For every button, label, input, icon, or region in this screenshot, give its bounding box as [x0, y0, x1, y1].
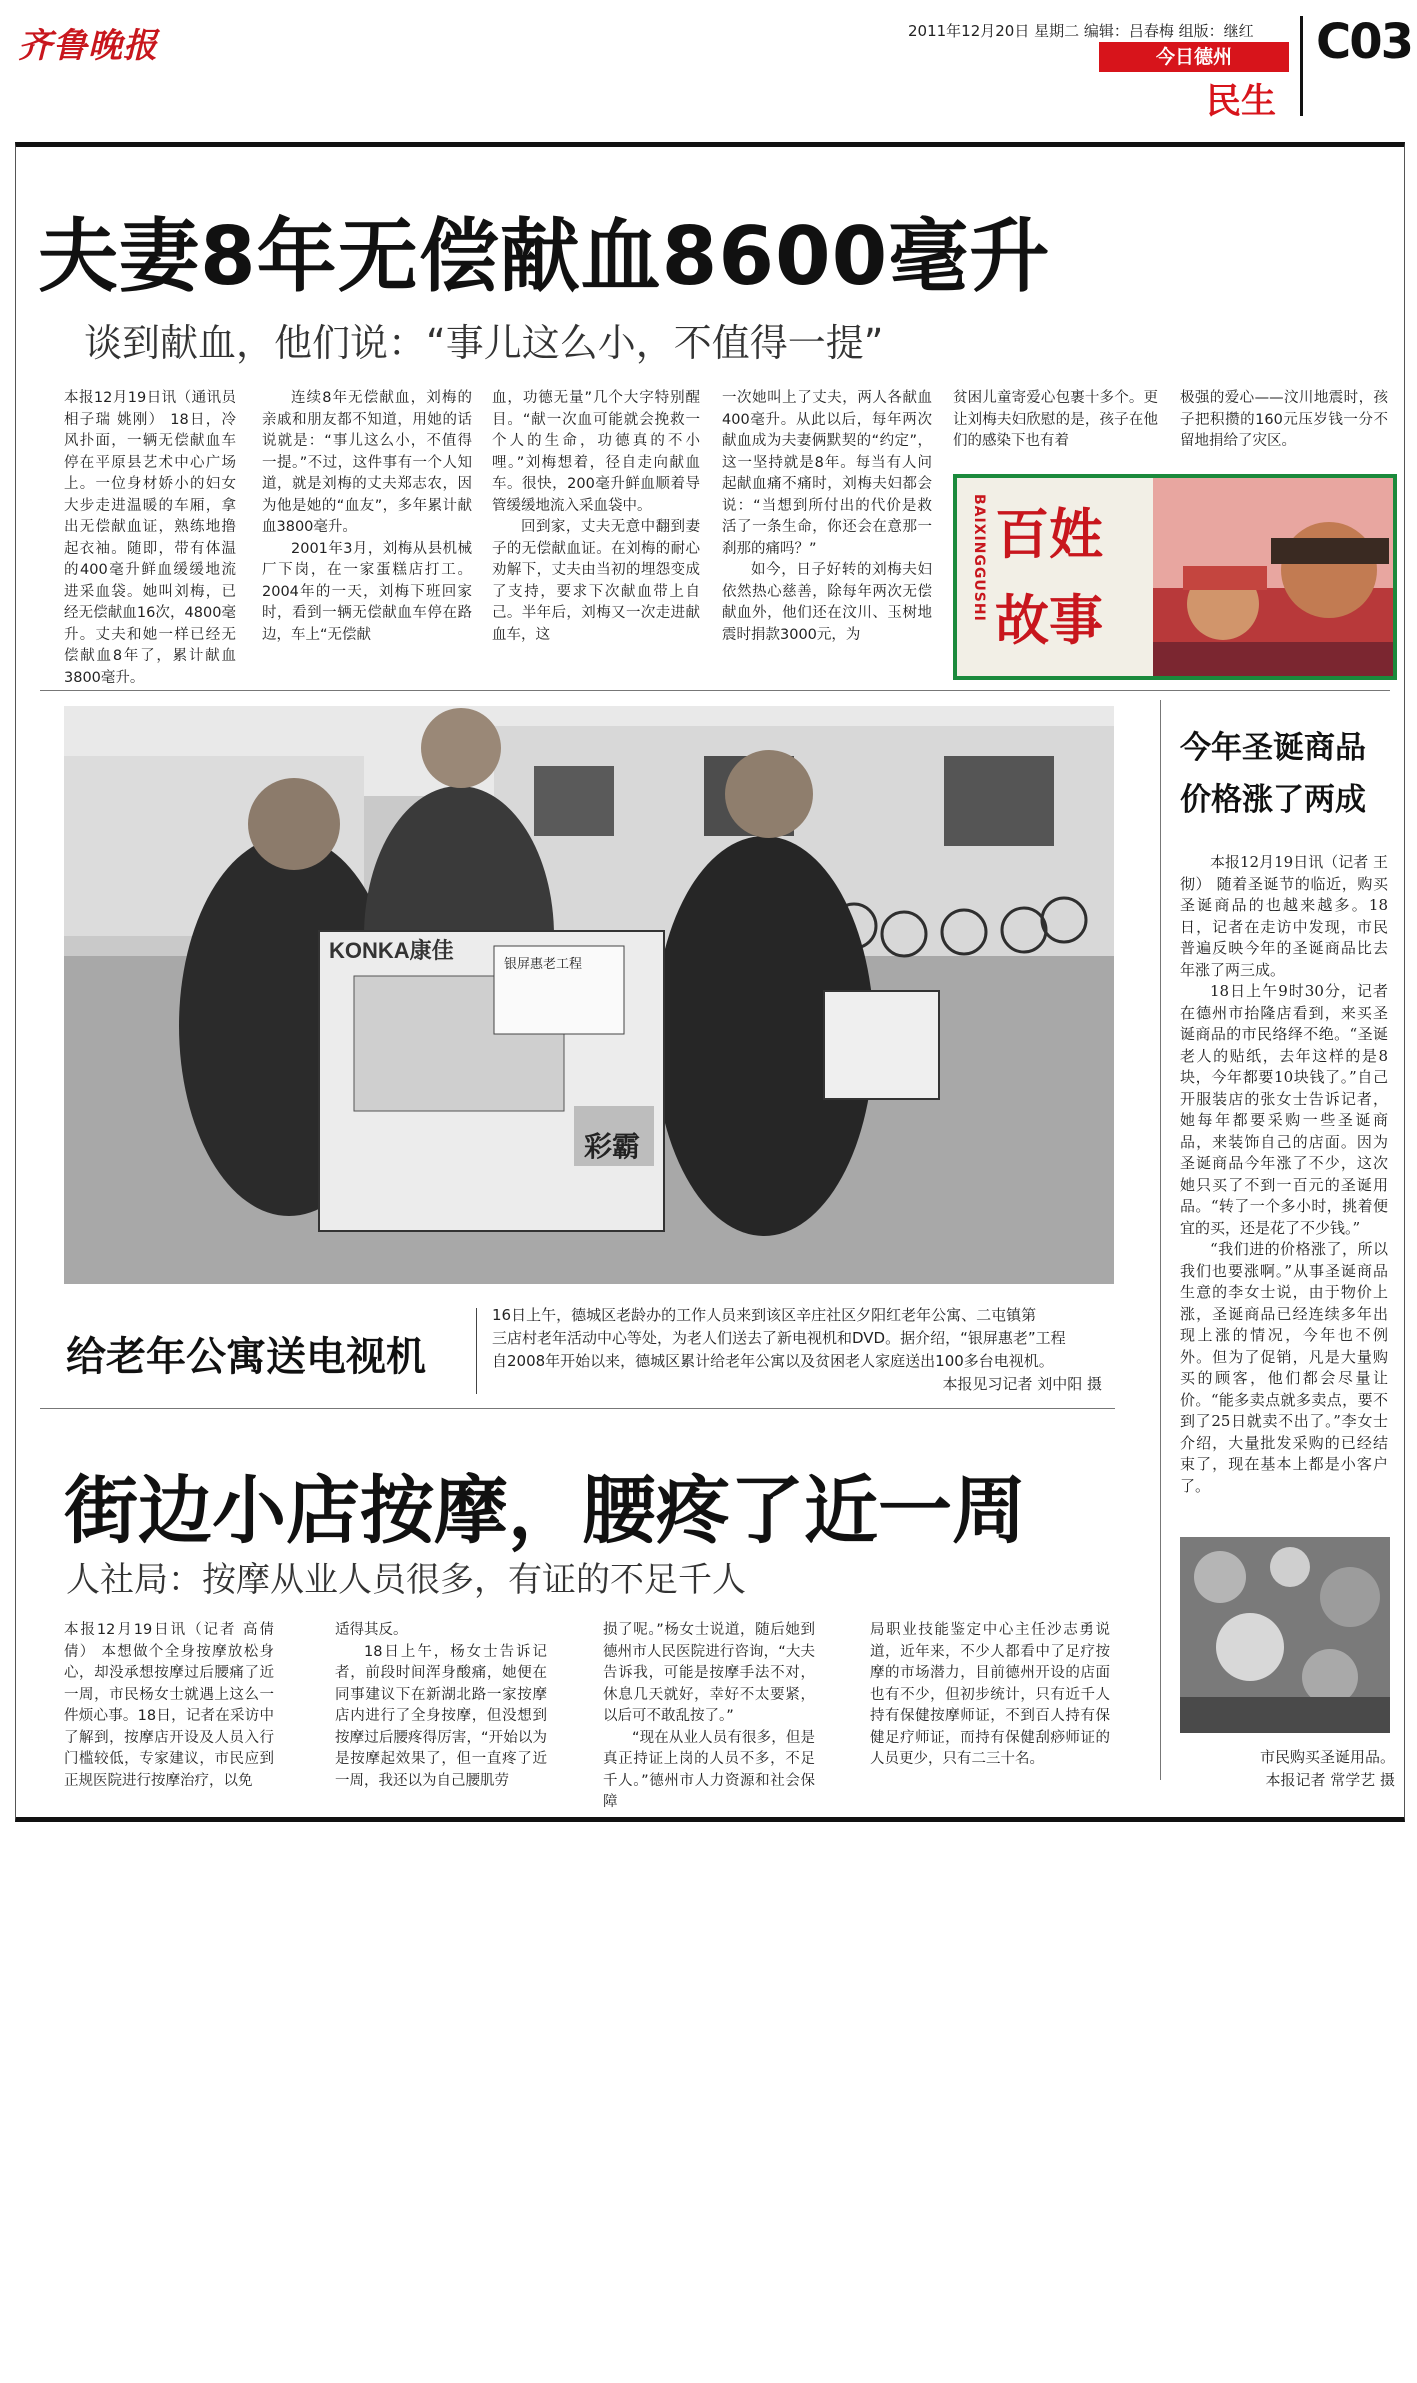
story2-column-2 — [335, 1620, 547, 1792]
paragraph: 连续8年无偿献血，刘梅的亲戚和朋友都不知道，用她的话说就是：“事儿这么小，不值得一提。”不过，这件事有一个人知道，就是刘梅的丈夫郑志农，因为他是她的“血友”，多年累计献血3800毫升。 — [262, 390, 472, 535]
sidebar-article — [1180, 852, 1388, 1497]
paragraph: 回到家，丈夫无意中翻到妻子的无偿献血证。在刘梅的耐心劝解下，丈夫由当初的埋怨变成了支持，要求下次献血带上自己。半年后，刘梅又一次走进献血车，这 — [492, 519, 700, 643]
tv-delivery-photo — [64, 706, 1114, 1284]
feature-title-line2: 故事 — [995, 589, 1103, 652]
tv-box-brand: 彩霸 — [584, 1131, 641, 1162]
tv-box-label: 银屏惠老工程 — [504, 956, 583, 971]
paragraph: 极强的爱心——汶川地震时，孩子把积攒的160元压岁钱一分不留地捐给了灾区。 — [1180, 390, 1388, 449]
edition-label: 今日德州 — [1099, 42, 1289, 72]
story1-column-3 — [492, 388, 700, 646]
story2-column-4 — [870, 1620, 1110, 1771]
story2-column-3 — [603, 1620, 815, 1814]
paragraph: 血，功德无量”几个大字特别醒目。“献一次血可能就会挽救一个人的生命，功德真的不小哩。”刘梅想着，径自走向献血车。很快，200毫升鲜血顺着导管缓缓地流入采血袋中。 — [492, 390, 700, 514]
sidebar-headline-line1: 今年圣诞商品 — [1180, 730, 1366, 766]
section-title: 民生 — [1206, 82, 1277, 122]
divider-line — [40, 1408, 1115, 1409]
page-number: C03 — [1316, 14, 1413, 70]
story2-column-1 — [64, 1620, 274, 1792]
caption-line: 三店村老年活动中心等处，为老人们送去了新电视机和DVD。据介绍，“银屏惠老”工程 — [492, 1329, 1066, 1347]
caption-credit: 本报记者 常学艺 摄 — [1265, 1771, 1395, 1789]
story1-column-4 — [722, 388, 932, 646]
paragraph: 损了呢。”杨女士说道，随后她到德州市人民医院进行咨询，“大夫告诉我，可能是按摩手法不对，休息几天就好，幸好不太要紧，以后可不敢乱按了。” — [603, 1622, 815, 1724]
story1-column-2 — [262, 388, 472, 646]
story1-column-5 — [953, 388, 1158, 453]
photo-caption — [492, 1304, 1102, 1396]
feature-pinyin: BAIXINGGUSHI — [971, 494, 987, 622]
sidebar-divider — [1160, 700, 1161, 1780]
divider-line — [40, 690, 1390, 691]
paragraph: 局职业技能鉴定中心主任沙志勇说道，近年来，不少人都看中了足疗按摩的市场潜力，目前德州开设的店面也有不少，但初步统计，只有近千人持有保健按摩师证，不到百人持有保健足疗师证，而持有保健刮痧师证的人员更少，只有二三十名。 — [870, 1622, 1110, 1767]
story1-column-1 — [64, 388, 236, 689]
second-headline: 街边小店按摩，腰疼了近一周 — [64, 1468, 1026, 1554]
children-photo — [1153, 478, 1393, 676]
caption-credit: 本报见习记者 刘中阳 摄 — [942, 1375, 1102, 1393]
paragraph: 18日上午，杨女士告诉记者，前段时间浑身酸痛，她便在同事建议下在新湖北路一家按摩店内进行了全身按摩，但没想到按摩过后腰疼得厉害，“开始以为是按摩起效果了，但一直疼了近一周，我还以为自己腰肌劳 — [335, 1643, 547, 1789]
paragraph: 本报12月19日讯（记者 高倩倩） 本想做个全身按摩放松身心，却没承想按摩过后腰痛了近一周，市民杨女士就遇上这么一件烦心事。18日，记者在采访中了解到，按摩店开设及人员入行门槛较低，专家建议，市民应到正规医院进行按摩治疗，以免 — [64, 1622, 274, 1789]
paragraph: 一次她叫上了丈夫，两人各献血400毫升。从此以后，每年两次献血成为夫妻俩默契的“约定”，这一坚持就是8年。每当有人问起献血痛不痛时，刘梅夫妇都会说：“当想到所付出的代价是救活了一条生命，你还会在意那一刹那的痛吗？” — [722, 390, 932, 557]
caption-divider — [476, 1308, 477, 1394]
newspaper-logo: 齐鲁晚报 — [18, 26, 158, 66]
sidebar-headline — [1180, 722, 1400, 826]
story1-column-6 — [1180, 388, 1388, 453]
main-headline: 夫妻8年无偿献血8600毫升 — [38, 210, 1051, 303]
paragraph: 本报12月19日讯（通讯员 相子瑞 姚刚） 18日，冷风扑面，一辆无偿献血车停在平原县艺术中心广场上。一位身材娇小的妇女大步走进温暖的车厢，拿出无偿献血证，熟练地撸起衣袖。随即，带有体温的400毫升鲜血缓缓地流进采血袋。她叫刘梅，已经无偿献血16次，4800毫升。丈夫和她一样已经无偿献血8年了，累计献血3800毫升。 — [64, 390, 236, 686]
caption-line: 16日上午，德城区老龄办的工作人员来到该区辛庄社区夕阳红老年公寓、二屯镇第 — [492, 1306, 1037, 1324]
caption-line: 市民购买圣诞用品。 — [1259, 1748, 1395, 1766]
christmas-shopping-photo — [1180, 1537, 1390, 1733]
second-subheadline: 人社局：按摩从业人员很多，有证的不足千人 — [66, 1560, 746, 1600]
dateline: 2011年12月20日 星期二 编辑：吕春梅 组版：继红 — [908, 22, 1254, 40]
paragraph: 18日上午9时30分，记者在德州市抬隆店看到，来买圣诞商品的市民络绎不绝。“圣诞老人的贴纸，去年这样的是8块，今年都要10块钱了。”自己开服装店的张女士告诉记者，她每年都要采购一些圣诞商品，来装饰自己的店面。因为圣诞商品今年涨了不少，这次她只买了不到一百元的圣诞用品。“转了一个多小时，挑着便宜的买，还是花了不少钱。” — [1180, 982, 1388, 1237]
sidebar-photo-caption — [1170, 1746, 1395, 1792]
photo-caption-title: 给老年公寓送电视机 — [66, 1334, 426, 1380]
paragraph: “现在从业人员有很多，但是真正持证上岗的人员不多，不足千人。”德州市人力资源和社会保障 — [603, 1729, 815, 1810]
paragraph: 贫困儿童寄爱心包裹十多个。更让刘梅夫妇欣慰的是，孩子在他们的感染下也有着 — [953, 390, 1158, 449]
feature-box — [953, 474, 1397, 680]
paragraph: 2001年3月，刘梅从县机械厂下岗，在一家蛋糕店打工。2004年的一天，刘梅下班回家时，看到一辆无偿献血车停在路边，车上“无偿献 — [262, 540, 472, 643]
paragraph: “我们进的价格涨了，所以我们也要涨啊。”从事圣诞商品生意的李女士说，由于物价上涨，圣诞商品已经连续多年出现上涨的情况，今年也不例外。但为了促销，凡是大量购买的顾客，他们都会尽量让价。“能多卖点就多卖点，要不到了25日就卖不出了。”李女士介绍，大量批发采购的已经结束了，现在基本上都是小客户了。 — [1180, 1240, 1388, 1495]
sidebar-headline-line2: 价格涨了两成 — [1180, 782, 1366, 818]
feature-title-line1: 百姓 — [995, 503, 1103, 566]
caption-line: 自2008年开始以来，德城区累计给老年公寓以及贫困老人家庭送出100多台电视机。 — [492, 1352, 1054, 1370]
tv-box-logo: KONKA康佳 — [329, 938, 454, 963]
paragraph: 如今，日子好转的刘梅夫妇依然热心慈善，除每年两次无偿献血外，他们还在汶川、玉树地震时捐款3000元，为 — [722, 562, 932, 643]
paragraph: 本报12月19日讯（记者 王彻） 随着圣诞节的临近，购买圣诞商品的也越来越多。18日，记者在走访中发现，市民普遍反映今年的圣诞商品比去年涨了两三成。 — [1180, 853, 1388, 979]
masthead-divider — [1300, 16, 1303, 116]
paragraph: 适得其反。 — [335, 1622, 408, 1638]
main-subheadline: 谈到献血，他们说：“事儿这么小，不值得一提” — [84, 321, 884, 365]
